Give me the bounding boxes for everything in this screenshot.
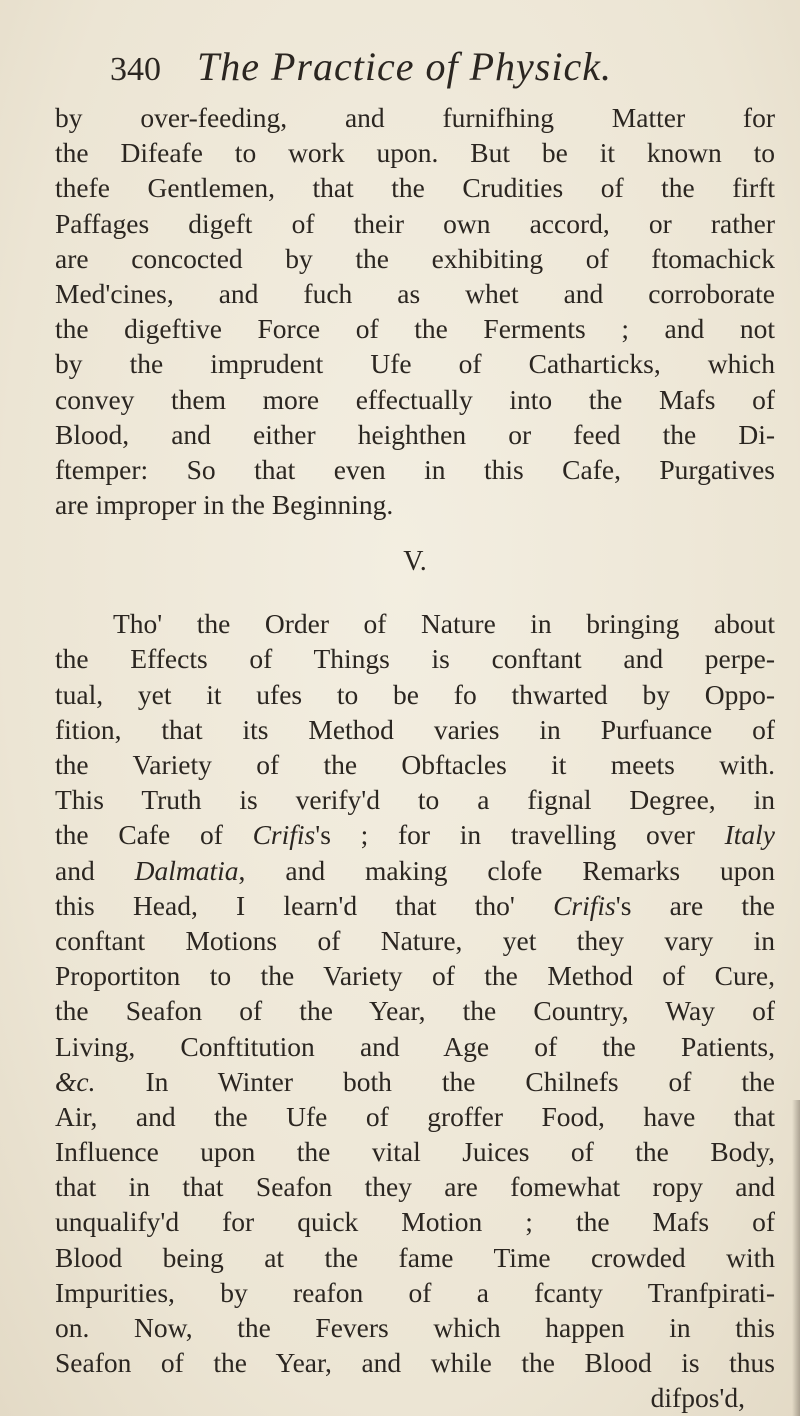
text-line: Proportiton to the Variety of the Method of Cure, [55, 960, 775, 992]
text-run: this Head, I learn'd that tho' [55, 889, 554, 921]
text-line: thefe Gentlemen, that the Crudities of the firft [55, 172, 775, 204]
text-line: on. Now, the Fevers which happen in this [55, 1312, 775, 1343]
section-number: V. [403, 546, 427, 578]
text-line: convey them more effectually into the Mafs of [55, 383, 775, 415]
text-line: tual, yet it ufes to be fo thwarted by Oppo- [55, 678, 775, 710]
text-run: and [55, 854, 135, 886]
text-line: conftant Motions of Nature, yet they vary in [55, 924, 775, 956]
page-body [55, 100, 775, 1416]
catchword: difpos'd, [650, 1382, 745, 1414]
text-line: the Difeafe to work upon. But be it known to [55, 137, 775, 169]
text-line: Living, Conftitution and Age of the Patients, [55, 1030, 775, 1062]
text-line: Tho' the Order of Nature in bringing about [113, 608, 775, 640]
text-line: Blood, and either heighthen or feed the Di- [55, 418, 775, 450]
text-line: are improper in the Beginning. [55, 489, 394, 521]
text-line: Air, and the Ufe of groffer Food, have that [55, 1100, 775, 1132]
text-run: In Winter both the Chilnefs of the [95, 1065, 775, 1097]
text-line: Influence upon the vital Juices of the Body, [55, 1136, 775, 1168]
text-line: the Seafon of the Year, the Country, Way of [55, 995, 775, 1027]
text-line: Paffages digeft of their own accord, or rather [55, 207, 775, 239]
text-run: 's ; for in travelling over [315, 819, 725, 851]
text-line: by the imprudent Ufe of Catharticks, which [55, 348, 775, 380]
page-number: 340 [110, 51, 161, 88]
italic-place: Dalmatia [134, 854, 239, 886]
text-line [55, 888, 775, 923]
text-line: Blood being at the fame Time crowded with [55, 1241, 775, 1273]
text-run: the Cafe of [55, 819, 253, 851]
text-line: Impurities, by reafon of a fcanty Tranfpirati- [55, 1276, 775, 1308]
running-title: The Practice of Physick. [197, 44, 612, 89]
text-line: are concocted by the exhibiting of ftomachick [55, 242, 775, 274]
text-line: the digeftive Force of the Ferments ; and not [55, 313, 775, 345]
text-line: that in that Seafon they are fomewhat ropy and [55, 1171, 775, 1203]
text-line [55, 853, 775, 888]
text-line [55, 1064, 775, 1099]
italic-term: Crifis [553, 889, 616, 921]
text-line: ftemper: So that even in this Cafe, Purgatives [55, 453, 775, 485]
text-line: unqualify'd for quick Motion ; the Mafs of [55, 1206, 775, 1238]
page-edge-shadow [792, 1100, 800, 1416]
text-line: the Variety of the Obftacles it meets with. [55, 749, 775, 780]
text-line: This Truth is verify'd to a fignal Degree, in [55, 784, 775, 816]
text-line: Seafon of the Year, and while the Blood is thus [55, 1347, 775, 1379]
text-line: by over-feeding, and furnifhing Matter for [55, 102, 775, 133]
italic-place: Italy [724, 819, 775, 851]
italic-term: Crifis [252, 819, 316, 851]
text-line [55, 817, 775, 852]
text-run: 's are the [615, 889, 775, 921]
page-header [110, 42, 710, 92]
text-line: fition, that its Method varies in Purfuance of [55, 713, 775, 745]
text-line: the Effects of Things is conftant and perpe- [55, 643, 775, 675]
italic-abbreviation: &c. [55, 1065, 96, 1097]
text-run: , and making clofe Remarks upon [238, 854, 775, 886]
text-line: Med'cines, and fuch as whet and corroborate [55, 277, 775, 309]
